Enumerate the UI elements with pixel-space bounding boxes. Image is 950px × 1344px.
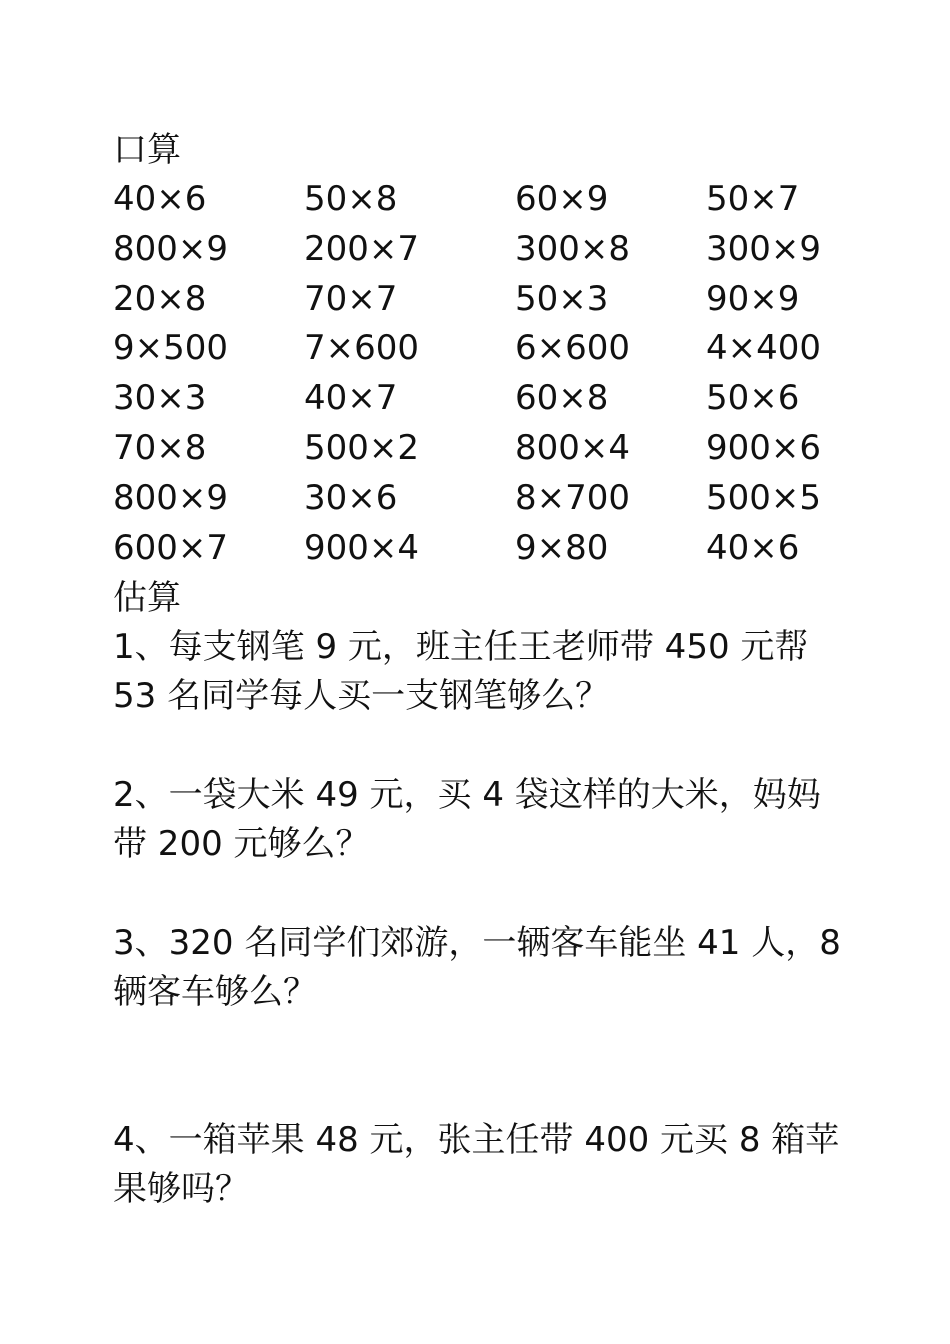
- problem-cell: 30×3: [113, 378, 207, 419]
- mental-math-title: 口算: [113, 130, 181, 170]
- problem-row: [113, 374, 843, 424]
- problem-cell: 600×7: [113, 527, 229, 568]
- problem-cell: 50×3: [515, 278, 609, 319]
- problem-cell: 300×9: [706, 228, 822, 269]
- problem-cell: 900×4: [304, 527, 420, 568]
- word-problem-4: 4、一箱苹果 48 元，张主任带 400 元买 8 箱苹果够吗？: [113, 1120, 840, 1210]
- problem-cell: 300×8: [515, 228, 631, 269]
- problem-row: [113, 225, 843, 275]
- problem-cell: 9×80: [515, 527, 609, 568]
- word-problem-3: 3、320 名同学们郊游，一辆客车能坐 41 人，8 辆客车够么？: [113, 923, 852, 1013]
- problem-cell: 200×7: [304, 228, 420, 269]
- problem-cell: 800×4: [515, 427, 631, 468]
- problem-row: [113, 175, 843, 225]
- worksheet: [113, 125, 852, 1214]
- mental-math-grid: [113, 175, 843, 573]
- estimation-title: 估算: [113, 578, 181, 619]
- problem-cell: 500×2: [304, 427, 420, 468]
- problem-cell: 50×7: [706, 179, 800, 219]
- problem-cell: 40×6: [113, 179, 207, 219]
- problem-cell: 40×7: [304, 378, 398, 419]
- problem-cell: 6×600: [515, 328, 631, 369]
- problem-cell: 50×8: [304, 179, 398, 219]
- problem-row: [113, 275, 843, 325]
- problem-row: [113, 524, 843, 574]
- problem-row: [113, 424, 843, 474]
- problem-cell: 8×700: [515, 477, 631, 518]
- problem-cell: 70×8: [113, 427, 207, 468]
- problem-cell: 7×600: [304, 328, 420, 369]
- problem-cell: 800×9: [113, 477, 229, 518]
- problem-cell: 500×5: [706, 477, 822, 518]
- problem-cell: 50×6: [706, 378, 800, 419]
- problem-cell: 4×400: [706, 328, 822, 369]
- problem-cell: 40×6: [706, 527, 800, 568]
- word-problem-1: 1、每支钢笔 9 元，班主任王老师带 450 元帮 53 名同学每人买一支钢笔够么？: [113, 627, 820, 717]
- word-problem-2: 2、一袋大米 49 元，买 4 袋这样的大米，妈妈带 200 元够么？: [113, 775, 821, 865]
- problem-cell: 90×9: [706, 278, 800, 319]
- problem-cell: 9×500: [113, 328, 229, 369]
- problem-cell: 60×9: [515, 179, 609, 219]
- problem-cell: 70×7: [304, 278, 398, 319]
- problem-cell: 30×6: [304, 477, 398, 518]
- problem-cell: 20×8: [113, 278, 207, 319]
- problem-cell: 800×9: [113, 228, 229, 269]
- problem-cell: 60×8: [515, 378, 609, 419]
- problem-cell: 900×6: [706, 427, 822, 468]
- problem-row: [113, 324, 843, 374]
- problem-row: [113, 474, 843, 524]
